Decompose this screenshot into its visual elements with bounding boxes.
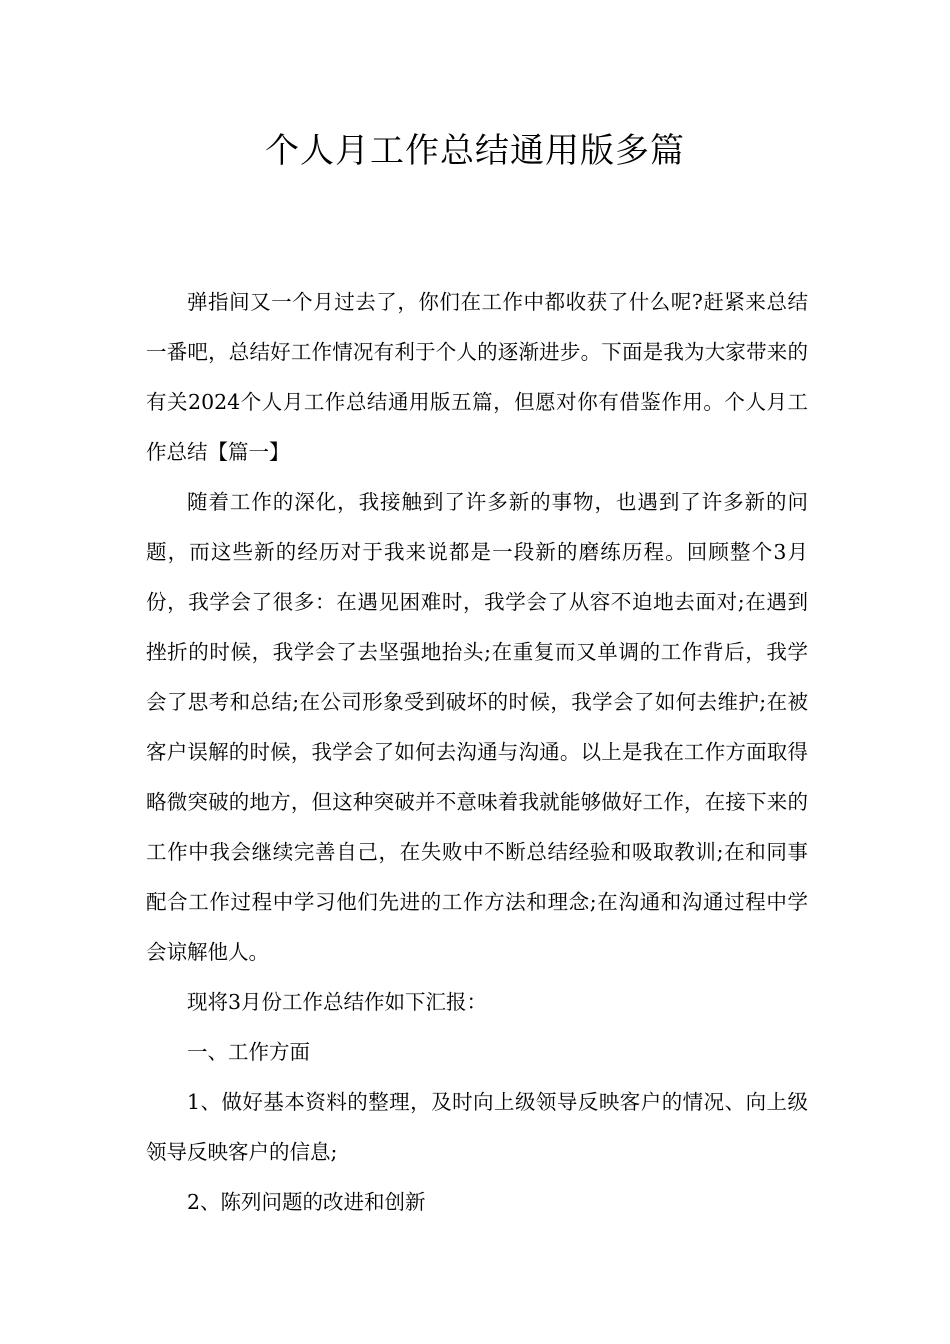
- list-item-2: 2、陈列问题的改进和创新: [187, 1190, 426, 1214]
- paragraph-report-intro: 现将3月份工作总结作如下汇报：: [187, 990, 488, 1014]
- paragraph-main: 随着工作的深化，我接触到了许多新的事物，也遇到了许多新的问题，而这些新的经历对于我来说都是一段新的磨练历程。回顾整个3月份，我学会了很多：在遇见困难时，我学会了从容不迫地去面对;在遇到挫折的时候，我学会了去坚强地抬头;在重复而又单调的工作背后，我学会了思考和总结;在公司形象受到破坏的时候，我学会了如何去维护;在被客户误解的时候，我学会了如何去沟通与沟通。以上是我在工作方面取得略微突破的地方，但这种突破并不意味着我就能够做好工作，在接下来的工作中我会继续完善自己，在失败中不断总结经验和吸取教训;在和同事配合工作过程中学习他们先进的工作方法和理念;在沟通和沟通过程中学会谅解他人。: [146, 490, 808, 964]
- paragraph-intro: 弹指间又一个月过去了，你们在工作中都收获了什么呢?赶紧来总结一番吧，总结好工作情况有利于个人的逐渐进步。下面是我为大家带来的有关2024个人月工作总结通用版五篇，但愿对你有借鉴作用。个人月工作总结【篇一】: [146, 290, 808, 464]
- list-item-1: 1、做好基本资料的整理，及时向上级领导反映客户的情况、向上级领导反映客户的信息;: [146, 1090, 808, 1164]
- section-heading-work: 一、工作方面: [187, 1040, 310, 1064]
- document-body: [146, 277, 808, 1227]
- document-title: 个人月工作总结通用版多篇: [265, 131, 685, 171]
